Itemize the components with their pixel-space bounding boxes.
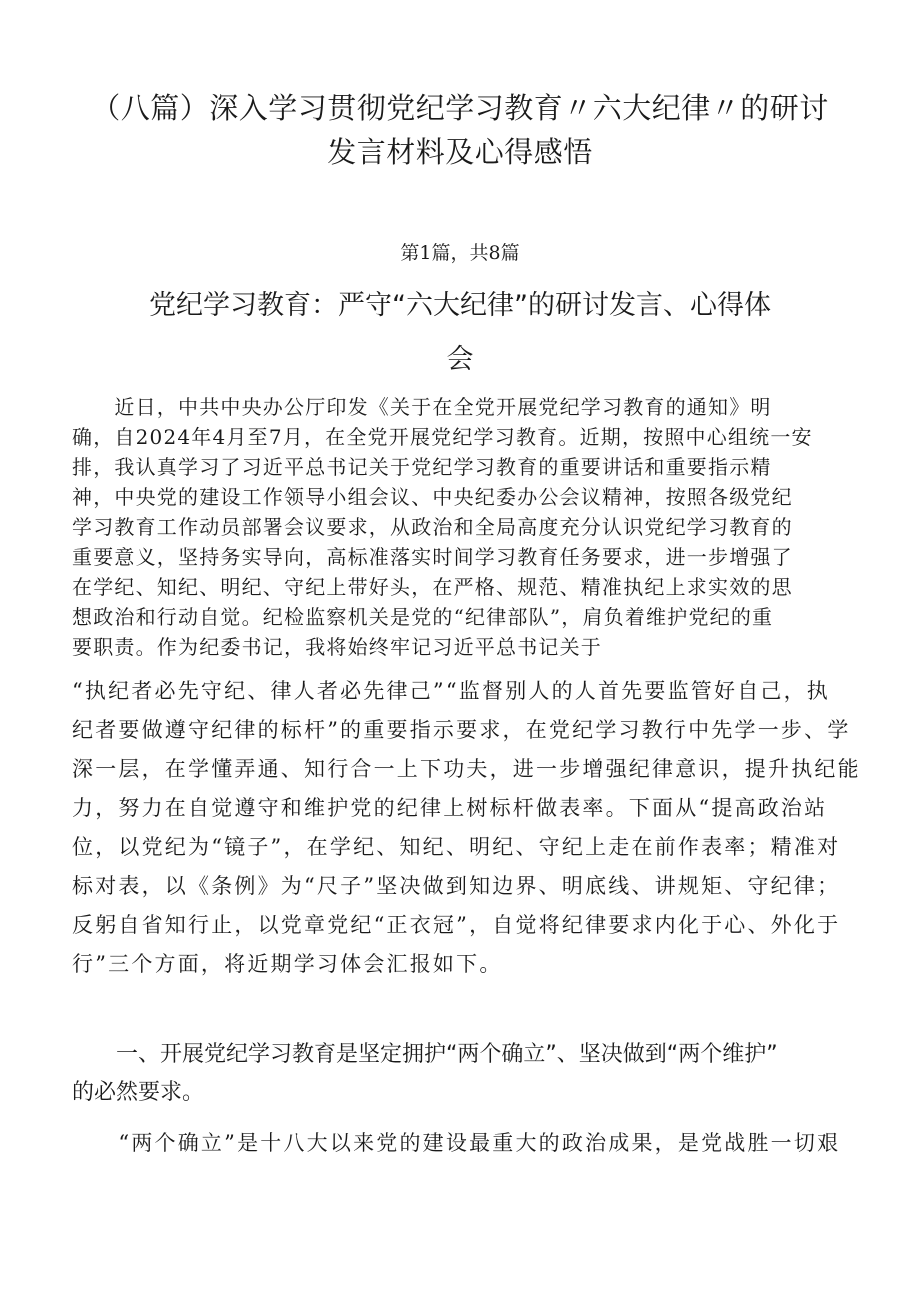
body-paragraph-2 bbox=[72, 672, 862, 984]
text-line: 行”三个方面，将近期学习体会汇报如下。 bbox=[72, 952, 503, 976]
text-line: 标对表，以《条例》为“尺子”坚决做到知边界、明底线、讲规矩、守纪律； bbox=[72, 874, 841, 898]
text-line: 在学纪、知纪、明纪、守纪上带好头，在严格、规范、精准执纪上求实效的思 bbox=[72, 575, 793, 599]
text-line: 纪者要做遵守纪律的标杆”的重要指示要求，在党纪学习教行中先学一步、学 bbox=[72, 718, 851, 742]
text-line: 近日，中共中央办公厅印发《关于在全党开展党纪学习教育的通知》明 bbox=[72, 395, 772, 419]
article-title-line-2: 会 bbox=[446, 344, 474, 375]
article-title-line-1: 党纪学习教育：严守“六大纪律”的研讨发言、心得体 bbox=[149, 290, 771, 321]
text-line: 排，我认真学习了习近平总书记关于党纪学习教育的重要讲话和重要指示精 bbox=[72, 455, 772, 479]
text-line: 确，自2024年4月至7月，在全党开展党纪学习教育。近期，按照中心组统一安 bbox=[72, 425, 813, 449]
text-line: 重要意义，坚持务实导向，高标准落实时间学习教育任务要求，进一步增强了 bbox=[72, 545, 793, 569]
text-line: 位，以党纪为“镜子”，在学纪、知纪、明纪、守纪上走在前作表率；精准对 bbox=[72, 835, 841, 859]
text-line: “执纪者必先守纪、律人者必先律己”“监督别人的人首先要监管好自己，执 bbox=[72, 679, 831, 703]
text-line: 反躬自省知行止，以党章党纪“正衣冠”，自觉将纪律要求内化于心、外化于 bbox=[72, 913, 841, 937]
text-line: 力，努力在自觉遵守和维护党的纪律上树标杆做表率。下面从“提高政治站 bbox=[72, 796, 828, 820]
part-label: 第1篇，共8篇 bbox=[400, 242, 520, 264]
document-title-line-2: 发言材料及心得感悟 bbox=[327, 135, 593, 169]
text-line: 想政治和行动自觉。纪检监察机关是党的“纪律部队”，肩负着维护党纪的重 bbox=[72, 605, 774, 629]
text-line: 神，中央党的建设工作领导小组会议、中央纪委办公会议精神，按照各级党纪 bbox=[72, 485, 793, 509]
heading-line: 一、开展党纪学习教育是坚定拥护“两个确立”、坚决做到“两个维护” bbox=[72, 1042, 778, 1067]
document-title-line-1: （八篇）深入学习贯彻党纪学习教育〃六大纪律〃的研讨 bbox=[91, 91, 829, 125]
text-line: 深一层，在学懂弄通、知行合一上下功夫，进一步增强纪律意识，提升执纪能 bbox=[72, 757, 861, 781]
text-line: 要职责。作为纪委书记，我将始终牢记习近平总书记关于 bbox=[72, 635, 602, 659]
body-paragraph-1 bbox=[72, 392, 862, 662]
text-line: “两个确立”是十八大以来党的建设最重大的政治成果，是党战胜一切艰 bbox=[72, 1131, 841, 1155]
body-paragraph-3 bbox=[72, 1124, 872, 1162]
text-line: 学习教育工作动员部署会议要求，从政治和全局高度充分认识党纪学习教育的 bbox=[72, 515, 793, 539]
heading-line: 的必然要求。 bbox=[72, 1080, 205, 1105]
section-heading-1 bbox=[72, 1036, 872, 1112]
